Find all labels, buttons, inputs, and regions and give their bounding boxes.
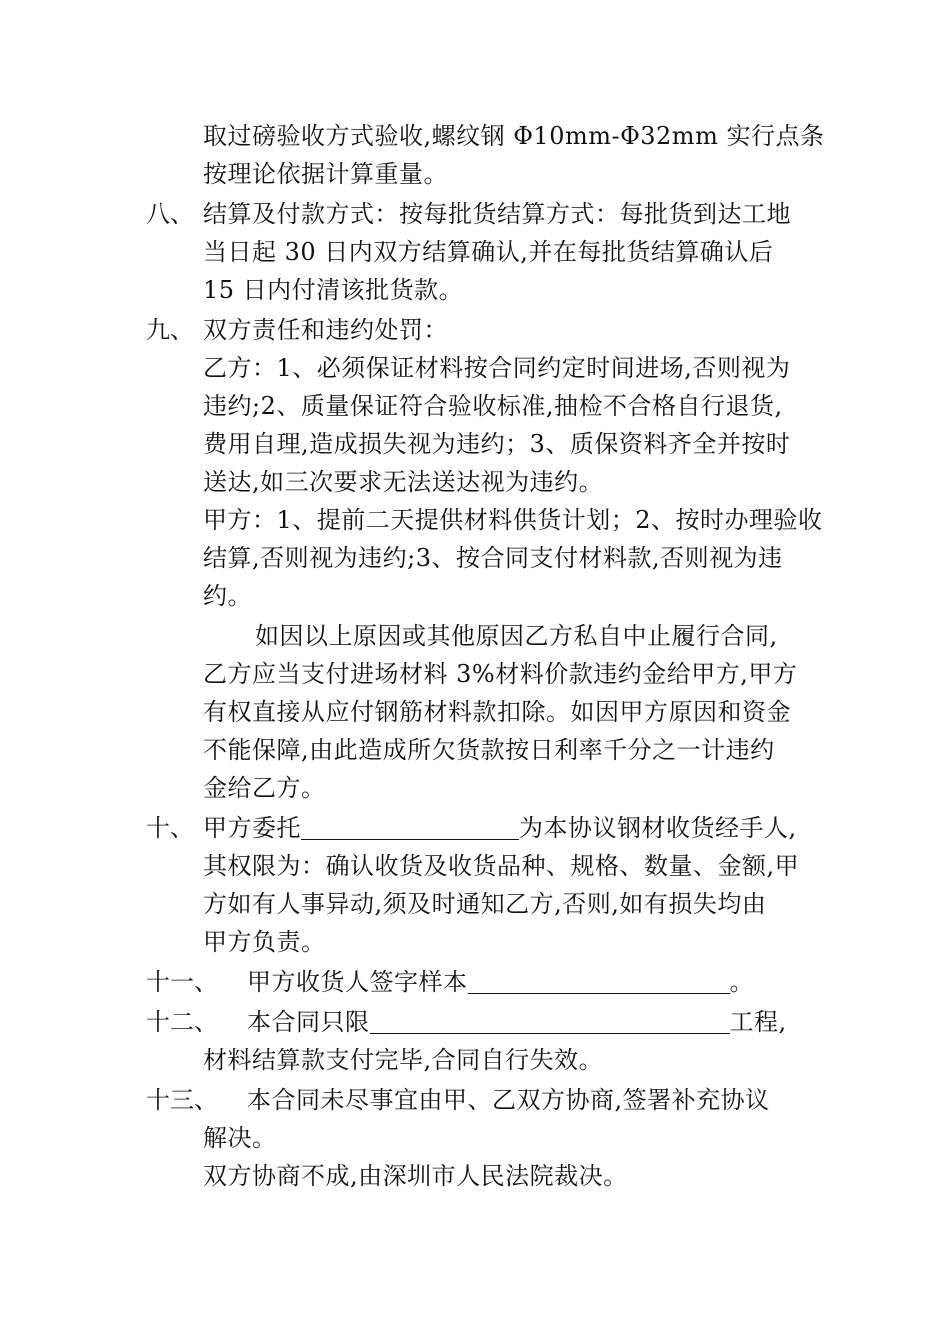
clause-11-text: 甲方收货人签字样本 — [247, 968, 468, 996]
text-line: 当日起 30 日内双方结算确认,并在每批货结算确认后 — [203, 238, 774, 266]
clause-number-13: 十三、 — [146, 1086, 218, 1114]
text-line: 按理论依据计算重量。 — [203, 160, 448, 188]
clause-12-line — [247, 1003, 787, 1041]
clause-12-suffix: 工程, — [729, 1008, 787, 1036]
text-line: 双方责任和违约处罚： — [203, 316, 448, 344]
clause-number-10: 十、 — [146, 814, 194, 842]
clause-11-line — [247, 963, 754, 1001]
clause-10-line — [203, 809, 797, 847]
text-line: 甲方负责。 — [203, 928, 326, 956]
text-line: 乙方：1、必须保证材料按合同约定时间进场,否则视为 — [203, 354, 791, 382]
text-line: 本合同未尽事宜由甲、乙双方协商,签署补充协议 — [247, 1086, 770, 1114]
clause-number-9: 九、 — [146, 316, 194, 344]
text-line: 乙方应当支付进场材料 3%材料价款违约金给甲方,甲方 — [203, 660, 798, 688]
clause-10-suffix: 为本协议钢材收货经手人, — [519, 814, 797, 842]
text-line: 双方协商不成,由深圳市人民法院裁决。 — [203, 1162, 628, 1190]
clause-11-end: 。 — [729, 968, 754, 996]
clause-number-12: 十二、 — [146, 1008, 218, 1036]
text-line: 结算,否则视为违约;3、按合同支付材料款,否则视为违 — [203, 544, 783, 572]
text-line: 费用自理,造成损失视为违约；3、质保资料齐全并按时 — [203, 430, 791, 458]
clause-number-11: 十一、 — [146, 968, 218, 996]
text-line: 材料结算款支付完毕,合同自行失效。 — [203, 1046, 604, 1074]
text-line: 其权限为：确认收货及收货品种、规格、数量、金额,甲 — [203, 852, 800, 880]
text-line: 送达,如三次要求无法送达视为违约。 — [203, 468, 604, 496]
signature-sample-blank[interactable] — [468, 967, 730, 994]
text-line: 15 日内付清该批货款。 — [203, 276, 464, 304]
text-line: 约。 — [203, 582, 252, 610]
text-line: 结算及付款方式：按每批货结算方式：每批货到达工地 — [203, 200, 791, 228]
text-line: 甲方：1、提前二天提供材料供货计划；2、按时办理验收 — [203, 506, 823, 534]
text-line: 解决。 — [203, 1124, 277, 1152]
text-line: 如因以上原因或其他原因乙方私自中止履行合同, — [255, 622, 778, 650]
text-line: 取过磅验收方式验收,螺纹钢 Φ10mm-Φ32mm 实行点条 — [203, 122, 825, 150]
receiver-name-blank[interactable] — [301, 813, 519, 840]
clause-12-prefix: 本合同只限 — [247, 1008, 370, 1036]
text-line: 方如有人事异动,须及时通知乙方,否则,如有损失均由 — [203, 890, 767, 918]
text-line: 违约;2、质量保证符合验收标准,抽检不合格自行退货, — [203, 392, 783, 420]
clause-number-8: 八、 — [146, 200, 194, 228]
text-line: 金给乙方。 — [203, 774, 326, 802]
text-line: 有权直接从应付钢筋材料款扣除。如因甲方原因和资金 — [203, 698, 791, 726]
text-line: 不能保障,由此造成所欠货款按日利率千分之一计违约 — [203, 736, 775, 764]
clause-10-prefix: 甲方委托 — [203, 814, 301, 842]
project-name-blank[interactable] — [370, 1007, 730, 1034]
